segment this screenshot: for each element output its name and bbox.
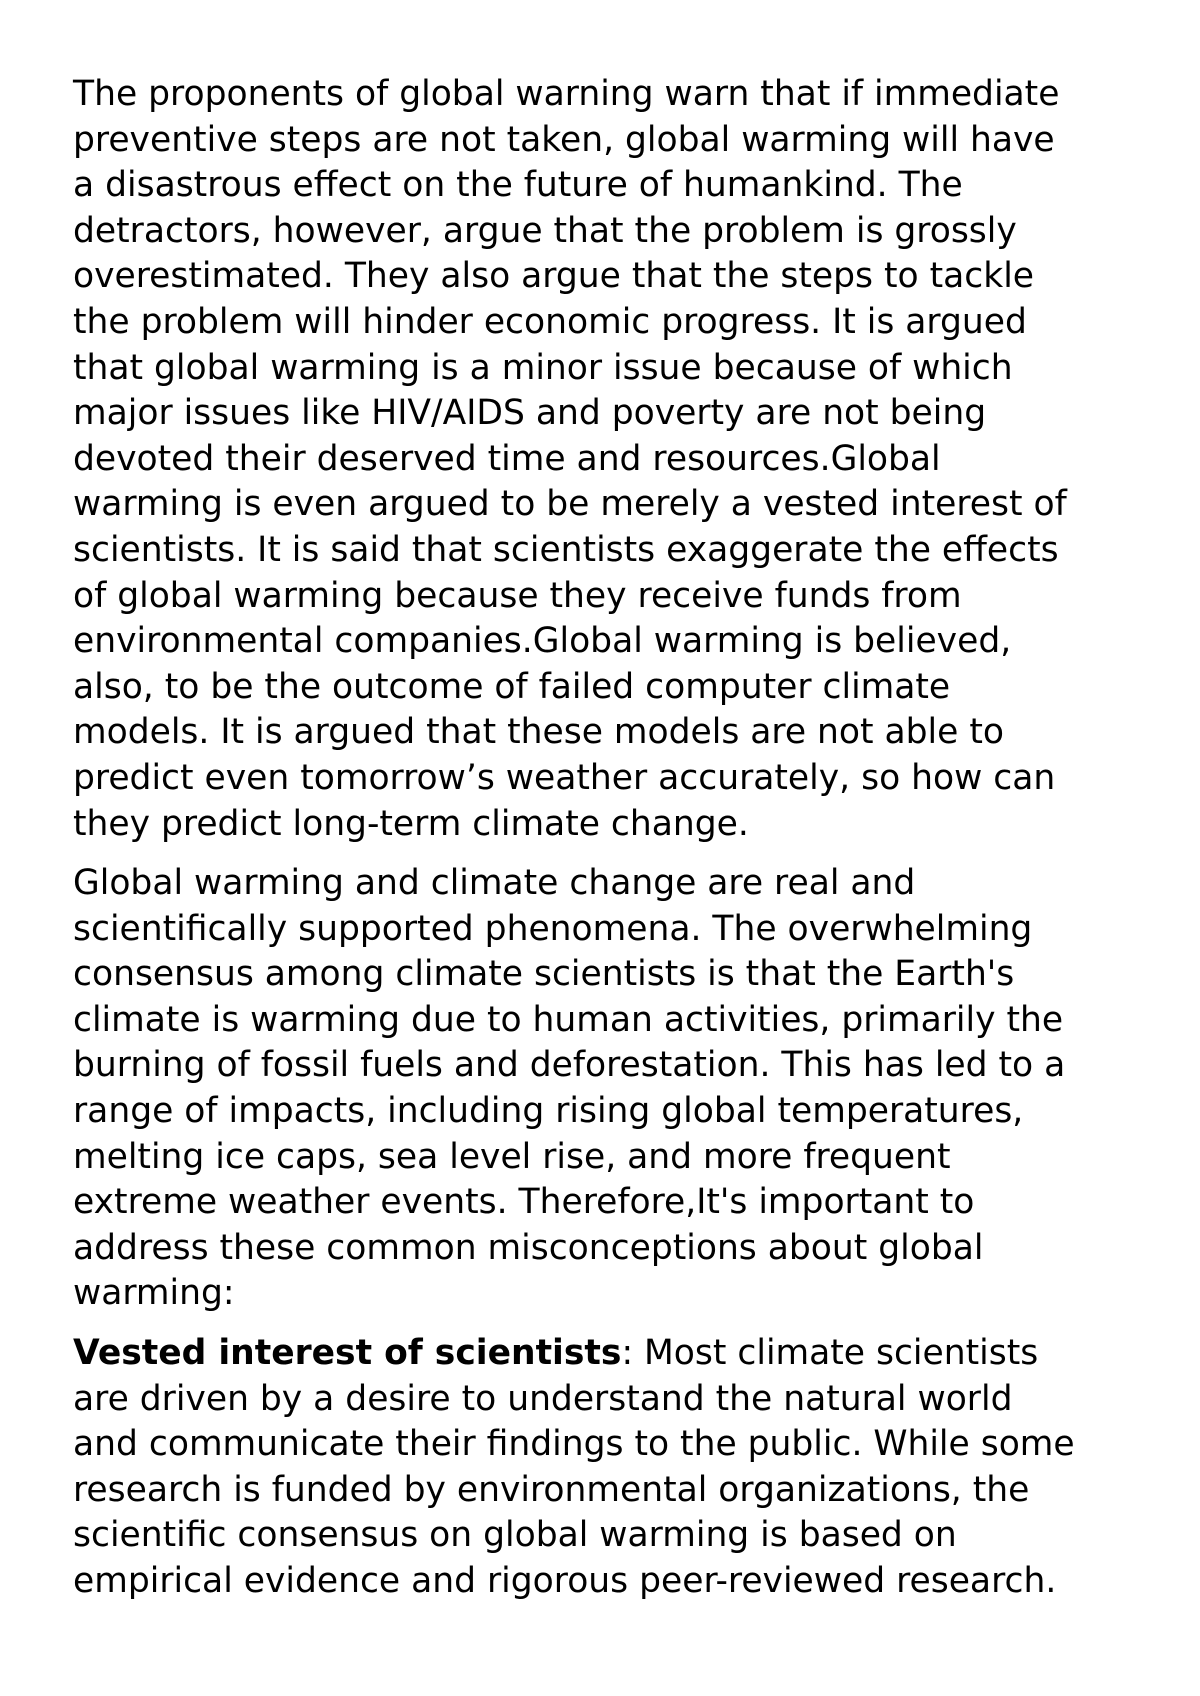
vested-interest-heading: Vested interest of scientists (73, 1333, 622, 1374)
paragraph-scientific-consensus: Global warming and climate change are real and scientifically supported phenomena. The overwhelming consensus among climate scientists is that the Earth's climate is warming due to human activities, primarily the burning of fossil fuels and deforestation. This has led to a range of impacts, including rising global temperatures, melting ice caps, sea level rise, and more frequent extreme weather events. Therefore,It's important to address these common misconceptions about global warming: (73, 863, 1066, 1314)
vested-interest-body: : Most climate scientists are driven by a desire to understand the natural world and communicate their findings to the public. While some research is funded by environmental organizations, the scientific consensus on global warming is based on empirical evidence and rigorous peer-reviewed research. (73, 1333, 1075, 1601)
paragraph-misconceptions-intro: The proponents of global warning warn that if immediate preventive steps are not taken, global warming will have a disastrous effect on the future of humankind. The detractors, however, argue that the problem is grossly overestimated. They also argue that the steps to tackle the problem will hinder economic progress. It is argued that global warming is a minor issue because of which major issues like HIV/AIDS and poverty are not being devoted their deserved time and resources.Global warming is even argued to be merely a vested interest of scientists. It is said that scientists exaggerate the effects of global warming because they receive funds from environmental companies.Global warming is believed, also, to be the outcome of failed computer climate models. It is argued that these models are not able to predict even tomorrow’s weather accurately, so how can they predict long-term climate change. (73, 74, 1067, 844)
paragraph-vested-interest (73, 1331, 1160, 1605)
